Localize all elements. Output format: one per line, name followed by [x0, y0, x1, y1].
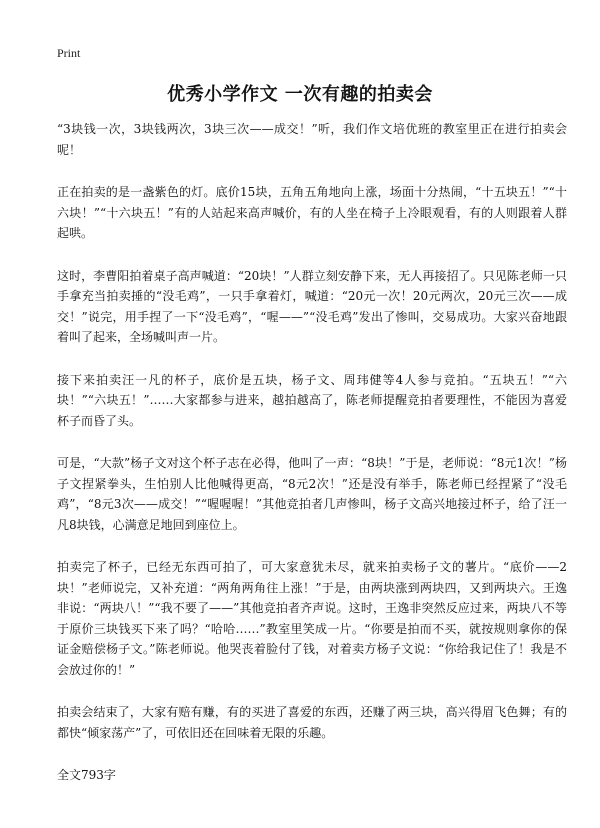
print-link[interactable]: Print [57, 46, 81, 60]
paragraph-3: 这时，李曹阳拍着桌子高声喊道：“20块！”人群立刻安静下来，无人再接招了。只见陈老师一只手拿充当拍卖捶的“没毛鸡”，一只手拿着灯，喊道：“20元一次！20元两次，20元三次——成交！”说完，用手捏了一下“没毛鸡”，“喔——”“没毛鸡”发出了惨叫，交易成功。大家兴奋地跟着叫了起来，全场喊叫声一片。 [57, 268, 567, 344]
paragraph-7: 拍卖会结束了，大家有赔有赚，有的买进了喜爱的东西，还赚了两三块，高兴得眉飞色舞；有的都快“倾家荡产”了，可依旧还在回味着无限的乐趣。 [57, 705, 567, 740]
paragraph-5: 可是，“大款”杨子文对这个杯子志在必得，他叫了一声：“8块！”于是，老师说：“8元1次！”杨子文捏紧拳头，生怕别人比他喊得更高，“8元2次！”还是没有举手，陈老师已经捏紧了“没毛鸡”，“8元3次——成交！”“喔喔喔！”其他竞拍者几声惨叫，杨子文高兴地接过杯子，给了汪一凡8块钱，心满意足地回到座位上。 [57, 456, 567, 532]
paragraph-2: 正在拍卖的是一盏紫色的灯。底价15块，五角五角地向上涨，场面十分热闹，“十五块五！”“十六块！”“十六块五！”有的人站起来高声喊价，有的人坐在椅子上冷眼观看，有的人则跟着人群起哄。 [57, 185, 567, 240]
paragraph-6: 拍卖完了杯子，已经无东西可拍了，可大家意犹未尽，就来拍卖杨子文的薯片。“底价——2块！”老师说完，又补充道：“两角两角往上涨！”于是，由两块涨到两块四，又到两块六。王逸非说：“两块八！”“我不要了——”其他竞拍者齐声说。这时，王逸非突然反应过来，两块八不等于原价三块钱买下来了吗？“哈哈……”教室里笑成一片。“你要是拍而不买，就按规则拿你的保证金赔偿杨子文。”陈老师说。他哭丧着脸付了钱，对着卖方杨子文说：“你给我记住了！我是不会放过你的！” [57, 560, 567, 677]
paragraph-1: “3块钱一次，3块钱两次，3块三次——成交！”听，我们作文培优班的教室里正在进行拍卖会呢！ [57, 122, 567, 157]
paragraph-4: 接下来拍卖汪一凡的杯子，底价是五块，杨子文、周玮健等4人参与竞拍。“五块五！”“六块！”“六块五！”……大家都参与进来，越拍越高了，陈老师提醒竞拍者要理性，不能因为喜爱杯子而昏了头。 [57, 372, 567, 428]
article-title: 优秀小学作文 一次有趣的拍卖会 [167, 84, 433, 105]
word-count: 全文793字 [57, 768, 116, 782]
article-body [57, 119, 567, 785]
